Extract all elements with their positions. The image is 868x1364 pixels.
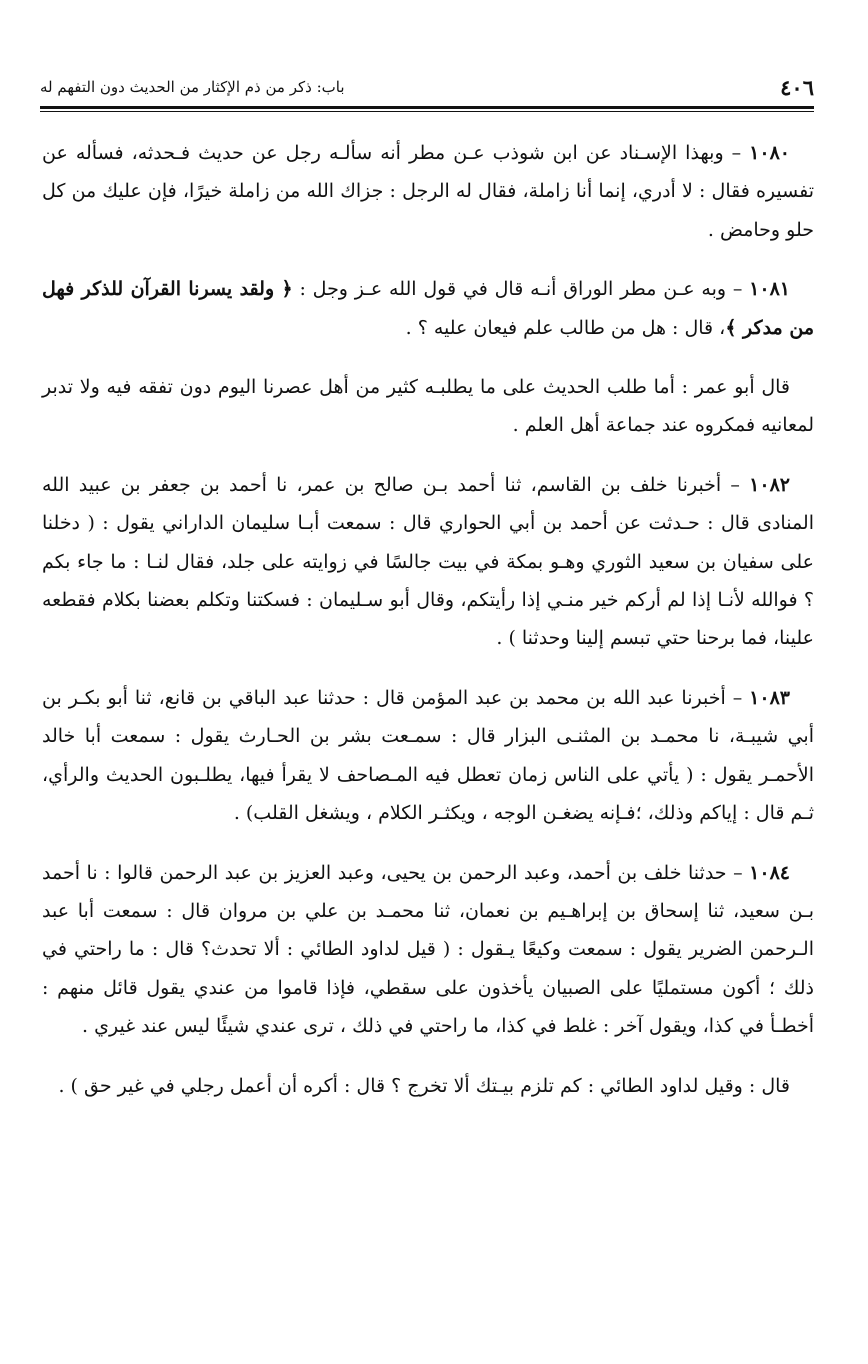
hadith-number: ١٠٨١ (749, 278, 790, 301)
hadith-number: ١٠٨٣ (749, 686, 790, 709)
paragraph-1083 (42, 679, 814, 833)
page-body (42, 134, 814, 1126)
paragraph-1084 (42, 854, 814, 1046)
paragraph-text: – حدثنا خلف بن أحمد، وعبد الرحمن بن يحيى، وعبد العزيز بن عبد الرحمن قالوا : نا أحمد بـن سعيد، ثنا إسحاق بن إبراهـيم بن نعمان، ثنا محمـد بن علي بن مروان قال : سمعت أبا عبد الـرحمن الضرير يقول : سمعت وكيعًا يـقول : ( قيل لداود الطائي : ألا تحدث؟ قال : ما راحتي في ذلك ؛ أكون مستمليًا على الصبيان يأخذون على سقطي، فإذا قاموا من عندي يقول قائل منهم : أخطـأ في كذا، ويقول آخر : غلط في كذا، ما راحتي في ذلك ، ترى عندي شيئًا ليس عند غيري . (42, 861, 814, 1038)
running-header (40, 70, 814, 104)
paragraph-1082 (42, 466, 814, 658)
paragraph-text: قال أبو عمر : أما طلب الحديث على ما يطلبـه كثير من أهل عصرنا اليوم دون تفقه فيه ولا تدبر لمعانيه فمكروه عند جماعة أهل العلم . (42, 376, 814, 437)
hadith-number: ١٠٨٢ (749, 473, 790, 496)
paragraph-text: قال : وقيل لداود الطائي : كم تلزم بيـتك ألا تخرج ؟ قال : أكره أن أعمل رجلي في غير حق ) . (58, 1074, 790, 1097)
chapter-title: باب: ذكر من ذم الإكثار من الحديث دون التفهم له (40, 78, 345, 96)
paragraph-text: – وبهذا الإسـناد عن ابن شوذب عـن مطر أنه سألـه رجل عن حديث فـحدثه، فسأله عن تفسيره فقال : لا أدري، إنما أنا زاملة، فقال له الرجل : جزاك الله من زاملة خيرًا، فإن عليك من كل حلو وحامض . (42, 142, 814, 241)
page-number: ٤٠٦ (780, 74, 814, 100)
paragraph-text: – وبه عـن مطر الوراق أنـه قال في قول الله عـز وجل : (292, 278, 750, 301)
hadith-number: ١٠٨٠ (749, 142, 790, 164)
paragraph-commentary (42, 368, 814, 445)
paragraph-continuation (42, 1067, 814, 1105)
header-rule (40, 106, 814, 109)
paragraph-text: ، قال : هل من طالب علم فيعان عليه ؟ . (405, 316, 726, 339)
paragraph-text: – أخبرنا عبد الله بن محمد بن عبد المؤمن قال : حدثنا عبد الباقي بن قانع، ثنا أبو بكـر بن أبي شيبـة، نا محمـد بن المثنـى البزار قال : سمـعت بشر بن الحـارث يقول : سمعت أبا خالد الأحمـر يقول : ( يأتي على الناس زمان تعطل فيه المـصاحف لا يقرأ فيها، يطلـبون الحديث والرأي، ثـم قال : إياكم وذلك، ؛فـإنه يضغـن الوجه ، ويكثـر الكلام ، ويشغل القلب) . (42, 686, 814, 825)
header-rule-thin (40, 111, 814, 112)
paragraph-1081 (42, 270, 814, 347)
paragraph-text: – أخبرنا خلف بن القاسم، ثنا أحمد بـن صالح بن عمر، نا أحمد بن جعفر بن عبيد الله المنادى قال : حـدثت عن أحمد بن أبي الحواري قال : سمعت أبـا سليمان الداراني يقول : ( دخلنا على سفيان بن سعيد الثوري وهـو بمكة في بيت جالسًا في زوايته على جلد، فقال لنـا : ما جاء بكم ؟ فوالله لأنـا إذا لم أركم خير منـي إذا رأيتكم، وقال أبو سـليمان : فسكتنا وتكلم بعضنا بكلام فقطعه علينا، فما برحنا حتي تبسم إلينا وحدثنا ) . (42, 473, 814, 650)
quran-verse: ﴿ ولقد يسرنا القرآن للذكر فهل من مدكر ﴾ (42, 278, 814, 339)
paragraph-1080 (42, 134, 814, 249)
hadith-number: ١٠٨٤ (749, 861, 790, 884)
